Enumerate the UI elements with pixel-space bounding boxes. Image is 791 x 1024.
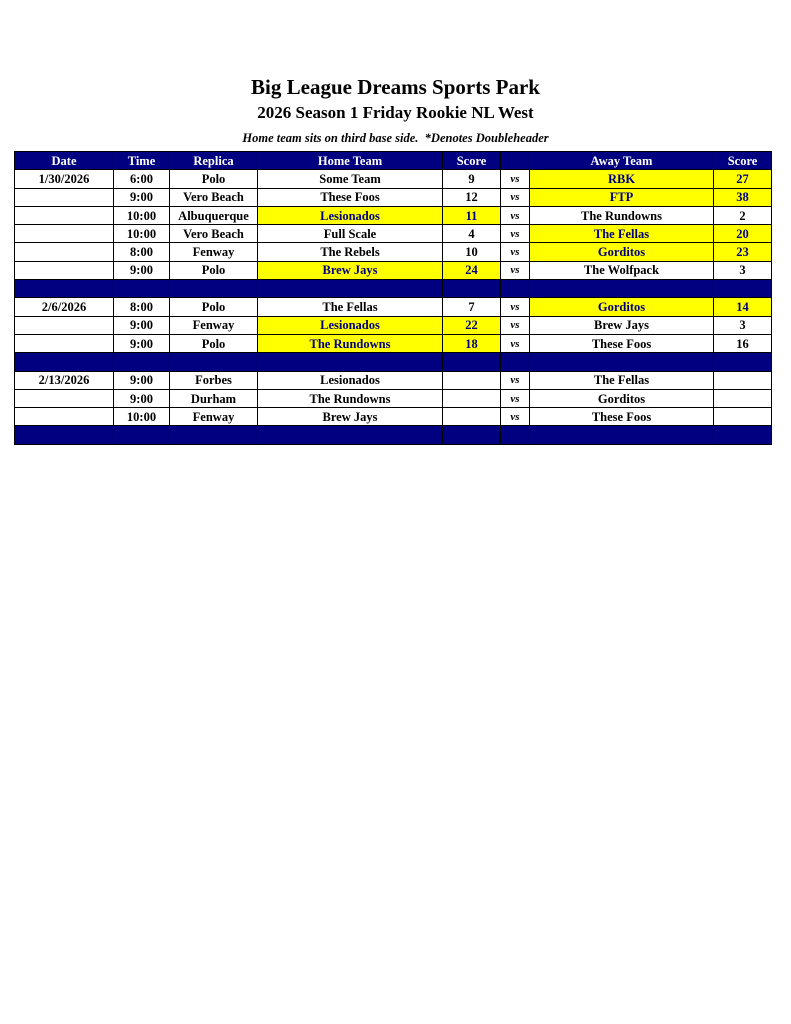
home-score-cell (443, 389, 501, 407)
time-cell: 10:00 (114, 408, 170, 426)
date-cell: 1/30/2026 (15, 170, 114, 188)
separator-cell (714, 280, 772, 298)
home-team-cell: Brew Jays (258, 408, 443, 426)
home-team-cell: Some Team (258, 170, 443, 188)
separator-cell (501, 353, 530, 371)
separator-cell (15, 353, 114, 371)
schedule-table (14, 151, 772, 445)
separator-cell (501, 280, 530, 298)
table-row (15, 188, 772, 206)
table-row (15, 206, 772, 224)
away-score-cell: 20 (714, 225, 772, 243)
away-team-cell: The Rundowns (530, 206, 714, 224)
table-row (15, 298, 772, 316)
home-team-cell: The Rundowns (258, 334, 443, 352)
col-header-home-score: Score (443, 152, 501, 170)
separator-cell (15, 426, 114, 444)
separator-cell (170, 353, 258, 371)
schedule-note: Home team sits on third base side. *Denotes Doubleheader (242, 131, 549, 145)
date-cell (15, 188, 114, 206)
away-score-cell (714, 408, 772, 426)
time-cell: 9:00 (114, 389, 170, 407)
home-score-cell: 22 (443, 316, 501, 334)
vs-cell: vs (501, 371, 530, 389)
vs-cell: vs (501, 389, 530, 407)
away-score-cell: 38 (714, 188, 772, 206)
away-team-cell: Gorditos (530, 389, 714, 407)
home-team-cell: Lesionados (258, 206, 443, 224)
home-score-cell: 10 (443, 243, 501, 261)
col-header-vs (501, 152, 530, 170)
home-team-cell: The Rebels (258, 243, 443, 261)
away-score-cell: 2 (714, 206, 772, 224)
away-team-cell: Gorditos (530, 243, 714, 261)
vs-cell: vs (501, 408, 530, 426)
away-score-cell: 23 (714, 243, 772, 261)
home-team-cell: The Rundowns (258, 389, 443, 407)
time-cell: 9:00 (114, 316, 170, 334)
separator-cell (443, 280, 501, 298)
away-score-cell: 3 (714, 261, 772, 279)
away-score-cell: 3 (714, 316, 772, 334)
away-score-cell: 16 (714, 334, 772, 352)
separator-cell (443, 353, 501, 371)
time-cell: 10:00 (114, 206, 170, 224)
home-score-cell (443, 371, 501, 389)
time-cell: 8:00 (114, 243, 170, 261)
table-row (15, 261, 772, 279)
vs-cell: vs (501, 225, 530, 243)
page-title: Big League Dreams Sports Park (251, 75, 540, 99)
page-subtitle: 2026 Season 1 Friday Rookie NL West (257, 103, 534, 122)
table-row (15, 371, 772, 389)
date-cell: 2/6/2026 (15, 298, 114, 316)
away-team-cell: These Foos (530, 408, 714, 426)
replica-cell: Fenway (170, 243, 258, 261)
separator-cell (258, 353, 443, 371)
separator-cell (714, 426, 772, 444)
separator-cell (15, 280, 114, 298)
separator-cell (530, 426, 714, 444)
home-team-cell: Lesionados (258, 316, 443, 334)
home-score-cell: 18 (443, 334, 501, 352)
separator-cell (170, 426, 258, 444)
replica-cell: Forbes (170, 371, 258, 389)
col-header-replica: Replica (170, 152, 258, 170)
table-row (15, 316, 772, 334)
away-team-cell: The Wolfpack (530, 261, 714, 279)
separator-cell (501, 426, 530, 444)
away-score-cell (714, 389, 772, 407)
date-cell (15, 389, 114, 407)
away-team-cell: The Fellas (530, 371, 714, 389)
vs-cell: vs (501, 261, 530, 279)
vs-cell: vs (501, 243, 530, 261)
separator-cell (114, 426, 170, 444)
away-team-cell: Brew Jays (530, 316, 714, 334)
replica-cell: Polo (170, 170, 258, 188)
schedule-body (15, 170, 772, 444)
replica-cell: Polo (170, 298, 258, 316)
date-cell (15, 206, 114, 224)
separator-cell (530, 280, 714, 298)
week-separator-row (15, 426, 772, 444)
away-team-cell: These Foos (530, 334, 714, 352)
vs-cell: vs (501, 298, 530, 316)
away-team-cell: Gorditos (530, 298, 714, 316)
home-team-cell: These Foos (258, 188, 443, 206)
away-score-cell: 27 (714, 170, 772, 188)
replica-cell: Vero Beach (170, 225, 258, 243)
date-cell (15, 334, 114, 352)
vs-cell: vs (501, 170, 530, 188)
col-header-home-team: Home Team (258, 152, 443, 170)
home-team-cell: The Fellas (258, 298, 443, 316)
separator-cell (443, 426, 501, 444)
table-row (15, 243, 772, 261)
vs-cell: vs (501, 334, 530, 352)
replica-cell: Durham (170, 389, 258, 407)
time-cell: 9:00 (114, 334, 170, 352)
header-row (15, 152, 772, 170)
replica-cell: Polo (170, 334, 258, 352)
away-team-cell: RBK (530, 170, 714, 188)
separator-cell (114, 353, 170, 371)
time-cell: 9:00 (114, 188, 170, 206)
date-cell (15, 225, 114, 243)
home-score-cell: 24 (443, 261, 501, 279)
date-cell: 2/13/2026 (15, 371, 114, 389)
vs-cell: vs (501, 206, 530, 224)
table-row (15, 408, 772, 426)
away-team-cell: FTP (530, 188, 714, 206)
table-row (15, 170, 772, 188)
separator-cell (258, 280, 443, 298)
date-cell (15, 316, 114, 334)
date-cell (15, 261, 114, 279)
time-cell: 9:00 (114, 261, 170, 279)
separator-cell (258, 426, 443, 444)
home-score-cell: 11 (443, 206, 501, 224)
date-cell (15, 408, 114, 426)
home-score-cell: 12 (443, 188, 501, 206)
time-cell: 10:00 (114, 225, 170, 243)
table-row (15, 225, 772, 243)
replica-cell: Fenway (170, 316, 258, 334)
replica-cell: Polo (170, 261, 258, 279)
home-score-cell (443, 408, 501, 426)
home-score-cell: 7 (443, 298, 501, 316)
time-cell: 8:00 (114, 298, 170, 316)
vs-cell: vs (501, 316, 530, 334)
replica-cell: Albuquerque (170, 206, 258, 224)
separator-cell (170, 280, 258, 298)
separator-cell (530, 353, 714, 371)
away-score-cell: 14 (714, 298, 772, 316)
home-team-cell: Lesionados (258, 371, 443, 389)
table-row (15, 389, 772, 407)
home-team-cell: Full Scale (258, 225, 443, 243)
week-separator-row (15, 280, 772, 298)
home-team-cell: Brew Jays (258, 261, 443, 279)
away-score-cell (714, 371, 772, 389)
col-header-away-team: Away Team (530, 152, 714, 170)
col-header-date: Date (15, 152, 114, 170)
home-score-cell: 9 (443, 170, 501, 188)
week-separator-row (15, 353, 772, 371)
replica-cell: Vero Beach (170, 188, 258, 206)
col-header-time: Time (114, 152, 170, 170)
time-cell: 9:00 (114, 371, 170, 389)
time-cell: 6:00 (114, 170, 170, 188)
vs-cell: vs (501, 188, 530, 206)
away-team-cell: The Fellas (530, 225, 714, 243)
separator-cell (714, 353, 772, 371)
separator-cell (114, 280, 170, 298)
date-cell (15, 243, 114, 261)
replica-cell: Fenway (170, 408, 258, 426)
home-score-cell: 4 (443, 225, 501, 243)
table-row (15, 334, 772, 352)
col-header-away-score: Score (714, 152, 772, 170)
